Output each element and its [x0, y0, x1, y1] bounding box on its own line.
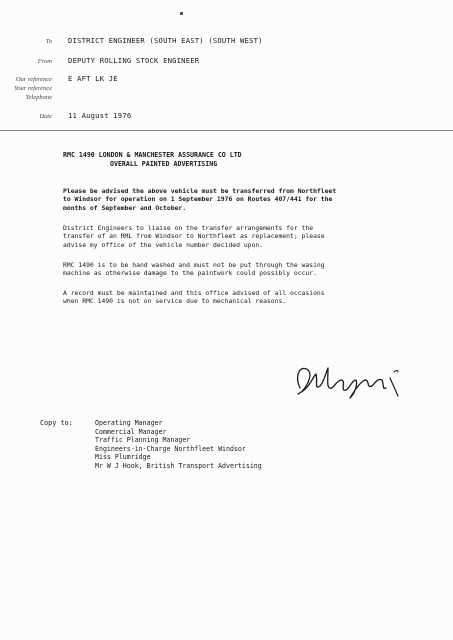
body-paragraph-3: RMC 1490 is to be hand washed and must not be put through the wasing machine as otherwise damage to the paintwork could possibly occur. [63, 261, 325, 278]
to-value: DISTRICT ENGINEER (SOUTH EAST) (SOUTH WEST) [68, 36, 263, 45]
from-label: From [37, 58, 52, 65]
copy-recipient: Miss Plumridge [95, 453, 151, 462]
copy-recipient: Mr W J Hook, British Transport Advertising [95, 461, 262, 470]
our-reference-value: E AFT LK JE [68, 74, 118, 83]
body-paragraph-4: A record must be maintained and this office advised of all occasions when RMC 1490 is not on service due to mechanical reasons. [63, 289, 325, 306]
corner-mark [180, 12, 183, 15]
copy-recipient: Commercial Manager [95, 427, 167, 436]
from-value: DEPUTY ROLLING STOCK ENGINEER [68, 56, 200, 65]
subject-line-2: OVERALL PAINTED ADVERTISING [110, 160, 218, 168]
telephone-label: Telephone [25, 94, 52, 101]
copy-recipient: Operating Manager [95, 419, 163, 427]
copy-recipient-list [95, 419, 262, 471]
to-label: To [45, 38, 52, 45]
copy-recipient: Engineers-in-Charge Northfleet Windsor [95, 444, 246, 453]
handwritten-signature [290, 358, 410, 408]
your-reference-label: Your reference [14, 85, 52, 92]
body-paragraph-1: Please be advised the above vehicle must be transferred from Northfleet to Windsor for operation on 1 September 1976 on Routes 407/441 for the months of September and October. [63, 187, 337, 212]
header-divider [0, 130, 453, 131]
copy-to-label: Copy to: [40, 419, 73, 427]
our-reference-label: Our reference [15, 76, 52, 83]
body-paragraph-2: District Engineers to liaise on the transfer arrangements for the transfer of an RML from Windsor to Northfleet as replacement; please advise my office of the vehicle number decided upon. [63, 224, 325, 249]
date-label: Date [39, 113, 52, 120]
date-value: 11 August 1976 [68, 111, 132, 120]
subject-line-1: RMC 1490 LONDON & MANCHESTER ASSURANCE CO LTD [63, 151, 242, 159]
copy-recipient: Traffic Planning Manager [95, 436, 191, 445]
